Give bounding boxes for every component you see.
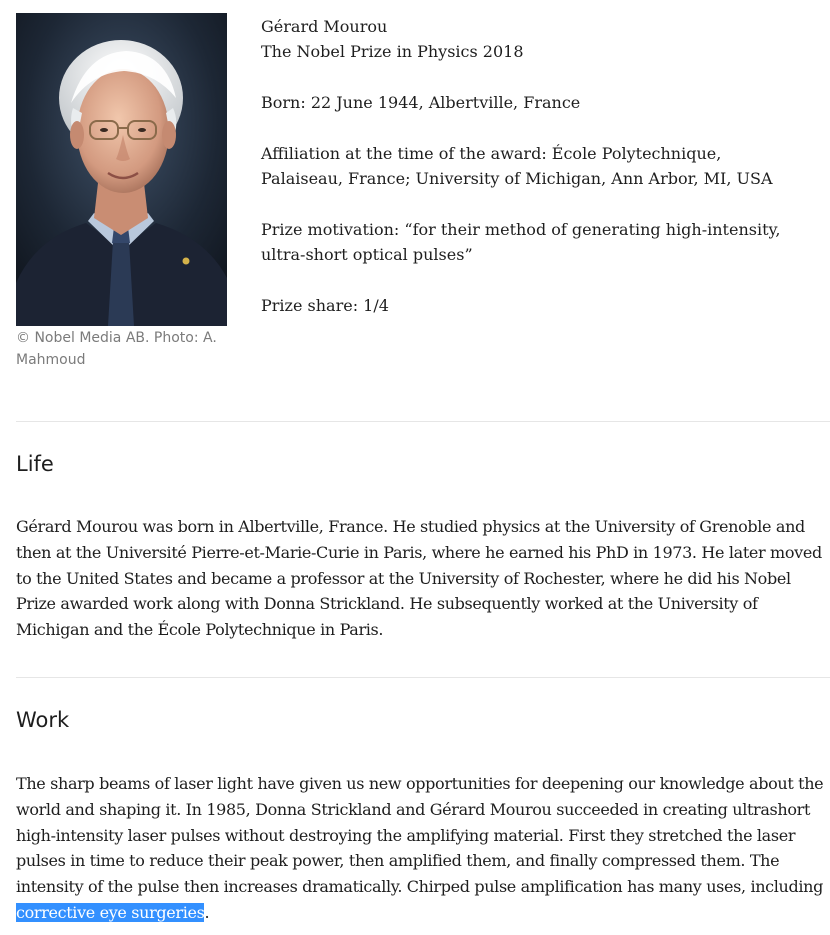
portrait-illustration <box>16 13 227 326</box>
life-heading: Life <box>16 452 54 476</box>
photo-caption: © Nobel Media AB. Photo: A. Mahmoud <box>16 330 217 368</box>
section-divider <box>16 677 830 678</box>
selected-text-highlight[interactable]: corrective eye surgeries <box>16 902 205 922</box>
work-paragraph <box>16 771 828 926</box>
affiliation-line: Affiliation at the time of the award: École Polytechnique, Palaiseau, France; University of Michigan, Ann Arbor, MI, USA <box>261 144 773 188</box>
laureate-portrait <box>16 13 227 326</box>
section-divider <box>16 421 830 422</box>
laureate-name: Gérard Mourou <box>261 17 388 36</box>
prize-motivation: Prize motivation: “for their method of generating high-intensity, ultra-short optical pulses” <box>261 220 781 264</box>
laureate-facts <box>261 14 801 318</box>
born-line: Born: 22 June 1944, Albertville, France <box>261 93 581 112</box>
prize-title: The Nobel Prize in Physics 2018 <box>261 42 524 61</box>
prize-share: Prize share: 1/4 <box>261 296 389 315</box>
work-text: The sharp beams of laser light have given us new opportunities for deepening our knowledge about the world and shaping it. In 1985, Donna Strickland and Gérard Mourou succeeded in creating ultrashort high-intensity laser pulses without destroying the amplifying material. First they stretched the laser pulses in time to reduce their peak power, then amplified them, and finally compressed them. The intensity of the pulse then increases dramatically. Chirped pulse amplification has many uses, including <box>16 774 824 897</box>
work-heading: Work <box>16 708 70 732</box>
work-text-end: . <box>204 902 210 922</box>
life-paragraph: Gérard Mourou was born in Albertville, France. He studied physics at the University of Grenoble and then at the Université Pierre-et-Marie-Curie in Paris, where he earned his PhD in 1973. He later moved to the United States and became a professor at the University of Rochester, where he did his Nobel Prize awarded work along with Donna Strickland. He subsequently worked at the University of Michigan and the École Polytechnique in Paris. <box>16 517 822 640</box>
